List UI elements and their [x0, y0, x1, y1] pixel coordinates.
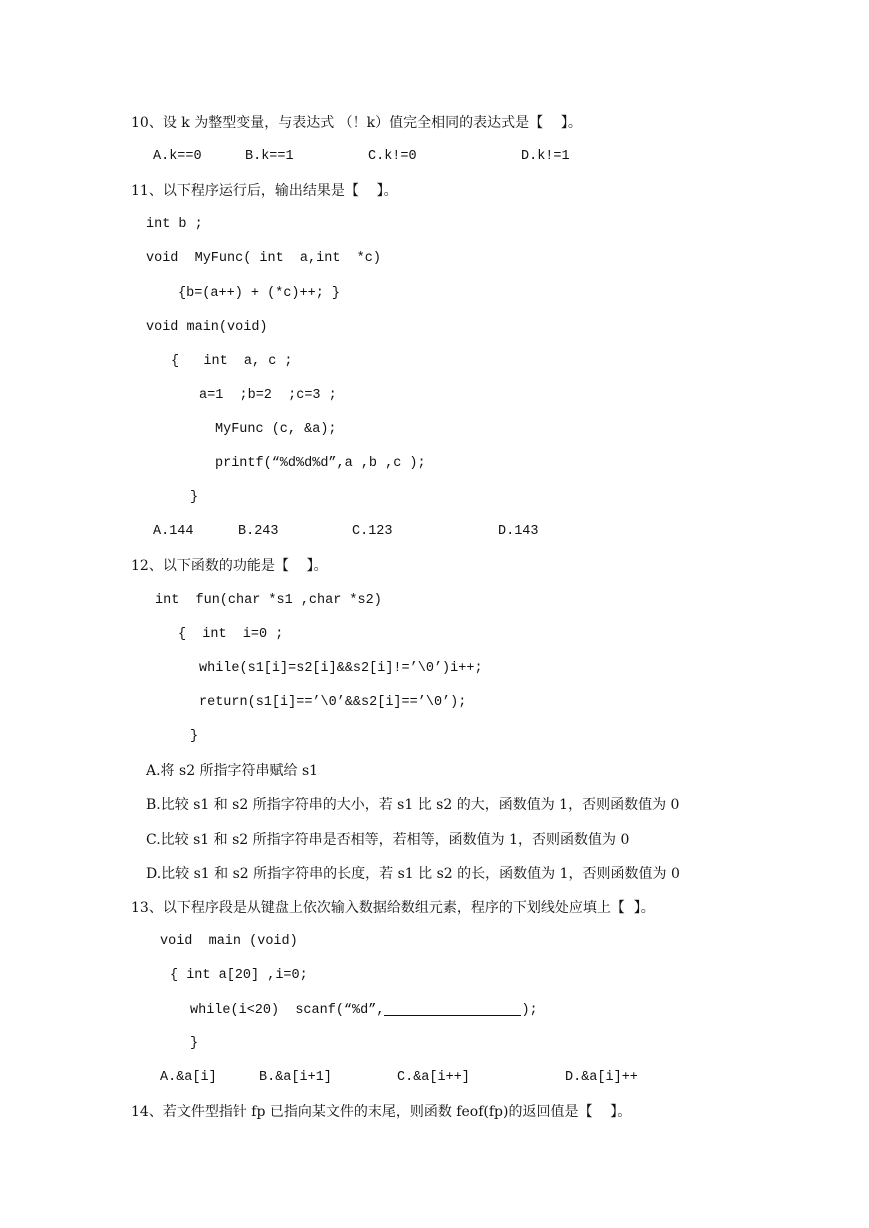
- q10-stem: 10、设 k 为整型变量，与表达式 （！k）值完全相同的表达式是【 】。: [131, 115, 582, 131]
- q12-option-c: C.比较 s1 和 s2 所指字符串是否相等，若相等，函数值为 1，否则函数值为 0: [146, 832, 630, 848]
- q11-option-c: C.123: [352, 524, 393, 539]
- q11-code-line: a=1 ;b=2 ;c=3 ;: [199, 388, 337, 403]
- q10-option-d: D.k!=1: [521, 149, 570, 164]
- q11-code-line: printf(“%d%d%d”,a ,b ,c );: [215, 456, 426, 471]
- q11-option-d: D.143: [498, 524, 539, 539]
- q12-code-line: return(s1[i]==’\0’&&s2[i]==’\0’);: [199, 695, 467, 710]
- q12-code-line: }: [190, 729, 199, 744]
- q11-code-line: MyFunc (c, &a);: [215, 422, 337, 437]
- q10-option-b: B.k==1: [245, 149, 294, 164]
- q11-code-line: void main(void): [146, 320, 268, 335]
- q11-code-line: }: [190, 490, 199, 505]
- q13-code-line: }: [190, 1036, 199, 1051]
- q12-option-d: D.比较 s1 和 s2 所指字符串的长度，若 s1 比 s2 的长，函数值为 1，否则函数值为 0: [146, 866, 680, 882]
- q11-code-line: int b ;: [146, 217, 203, 232]
- q13-stem: 13、以下程序段是从键盘上依次输入数据给数组元素，程序的下划线处应填上【 】。: [131, 900, 655, 916]
- q13-code-text: while(i<20) scanf(“%d”,: [190, 1003, 385, 1018]
- q10-option-c: C.k!=0: [368, 149, 417, 164]
- q14-stem: 14、若文件型指针 fp 已指向某文件的末尾，则函数 feof(fp)的返回值是【 】。: [131, 1104, 632, 1120]
- q12-code-line: int fun(char *s1 ,char *s2): [155, 593, 382, 608]
- q13-code-tail: );: [521, 1003, 538, 1018]
- q13-option-a: A.&a[i]: [160, 1070, 217, 1085]
- q13-code-line: { int a[20] ,i=0;: [170, 968, 308, 983]
- q11-stem: 11、以下程序运行后，输出结果是【 】。: [131, 183, 398, 199]
- q12-code-line: while(s1[i]=s2[i]&&s2[i]!=’\0’)i++;: [199, 661, 483, 676]
- q12-stem: 12、以下函数的功能是【 】。: [131, 558, 328, 574]
- q12-option-a: A.将 s2 所指字符串赋给 s1: [146, 763, 319, 779]
- q12-code-line: { int i=0 ;: [178, 627, 284, 642]
- q13-code-line-with-blank: [190, 1001, 538, 1019]
- q11-code-line: void MyFunc( int a,int *c): [146, 251, 381, 266]
- q11-option-a: A.144: [153, 524, 194, 539]
- q12-option-b: B.比较 s1 和 s2 所指字符串的大小，若 s1 比 s2 的大，函数值为 1，否则函数值为 0: [146, 797, 680, 813]
- q13-option-c: C.&a[i++]: [397, 1070, 470, 1085]
- answer-blank-underline: [384, 1001, 521, 1016]
- q13-code-line: void main (void): [160, 934, 298, 949]
- q13-option-b: B.&a[i+1]: [259, 1070, 332, 1085]
- q11-code-line: {b=(a++) + (*c)++; }: [178, 286, 341, 301]
- q11-code-line: { int a, c ;: [171, 354, 293, 369]
- q13-option-d: D.&a[i]++: [565, 1070, 638, 1085]
- q11-option-b: B.243: [238, 524, 279, 539]
- q10-option-a: A.k==0: [153, 149, 202, 164]
